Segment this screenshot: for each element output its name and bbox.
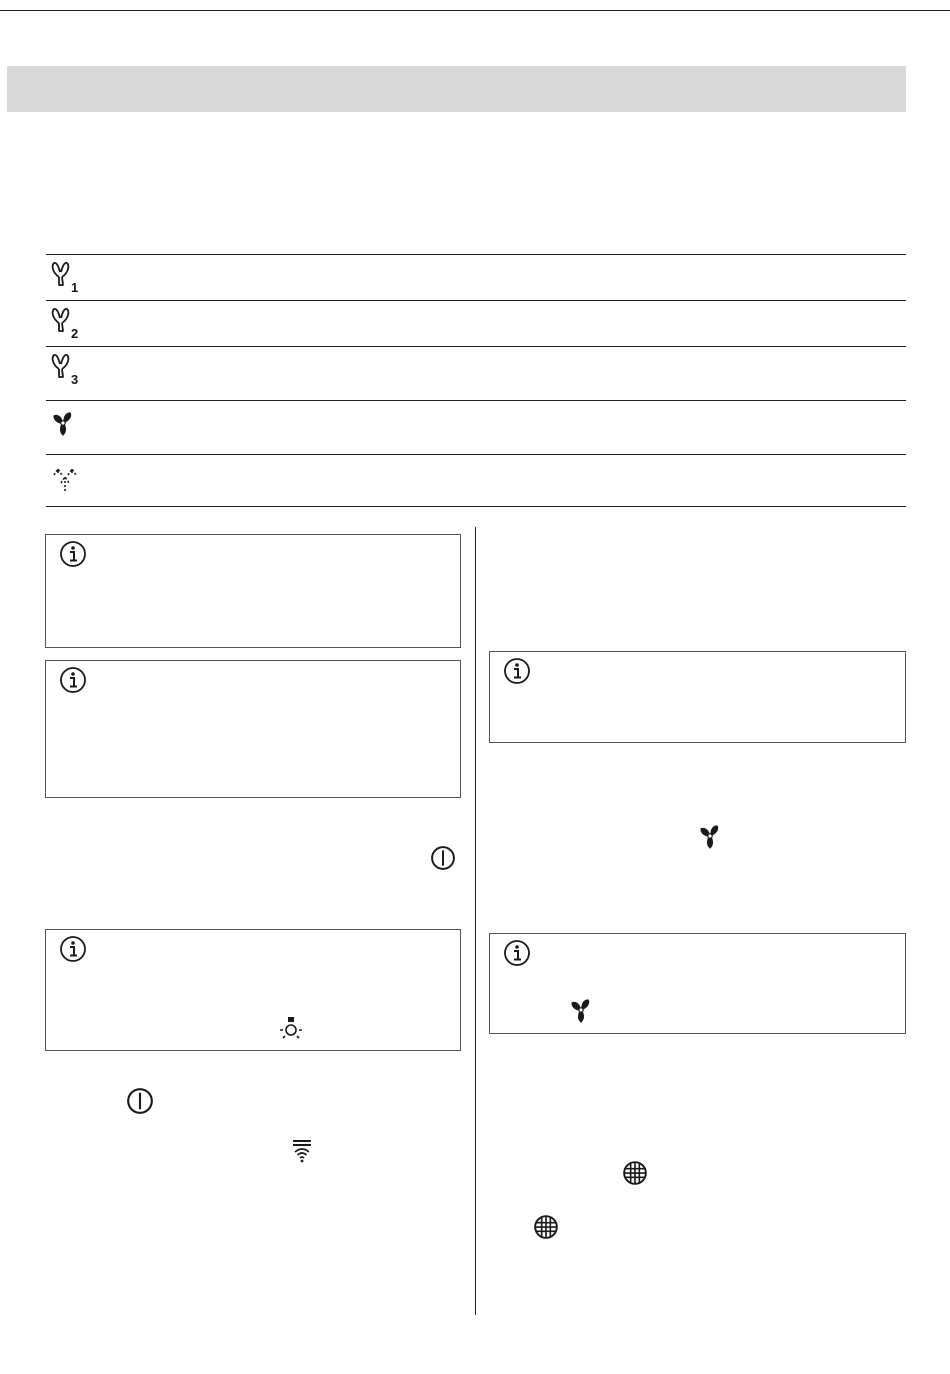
light-icon bbox=[278, 1016, 304, 1044]
info-icon bbox=[504, 940, 530, 966]
section-header-bar bbox=[7, 66, 906, 112]
grease-filter-icon bbox=[533, 1214, 559, 1240]
note-box bbox=[45, 660, 461, 798]
fan-boost-icon bbox=[697, 824, 725, 852]
info-icon bbox=[60, 936, 86, 962]
info-icon bbox=[60, 667, 86, 693]
power-icon bbox=[127, 1088, 153, 1114]
info-icon bbox=[60, 541, 86, 567]
table-row bbox=[46, 454, 906, 507]
grease-filter-icon bbox=[622, 1160, 648, 1186]
note-box bbox=[489, 933, 906, 1034]
svg-text:3: 3 bbox=[71, 372, 79, 387]
svg-text:1: 1 bbox=[71, 280, 79, 295]
power-icon bbox=[431, 846, 455, 870]
note-box bbox=[489, 651, 906, 743]
column-divider bbox=[475, 527, 476, 1315]
fan-boost-icon bbox=[50, 407, 84, 441]
fan-boost-icon bbox=[568, 998, 596, 1026]
note-box bbox=[45, 929, 461, 1051]
hob-to-hood-icon bbox=[289, 1138, 315, 1164]
fan-speed-3-icon bbox=[50, 353, 84, 387]
top-rule bbox=[0, 10, 950, 11]
svg-text:2: 2 bbox=[71, 326, 79, 341]
table-row bbox=[46, 254, 906, 300]
info-icon bbox=[504, 658, 530, 684]
fan-speed-2-icon bbox=[50, 307, 84, 341]
fan-speed-1-icon bbox=[50, 261, 84, 295]
note-box bbox=[45, 534, 461, 648]
auto-extraction-icon bbox=[50, 461, 84, 495]
symbol-table bbox=[46, 254, 906, 507]
table-row bbox=[46, 400, 906, 454]
table-row bbox=[46, 300, 906, 346]
table-row bbox=[46, 346, 906, 400]
